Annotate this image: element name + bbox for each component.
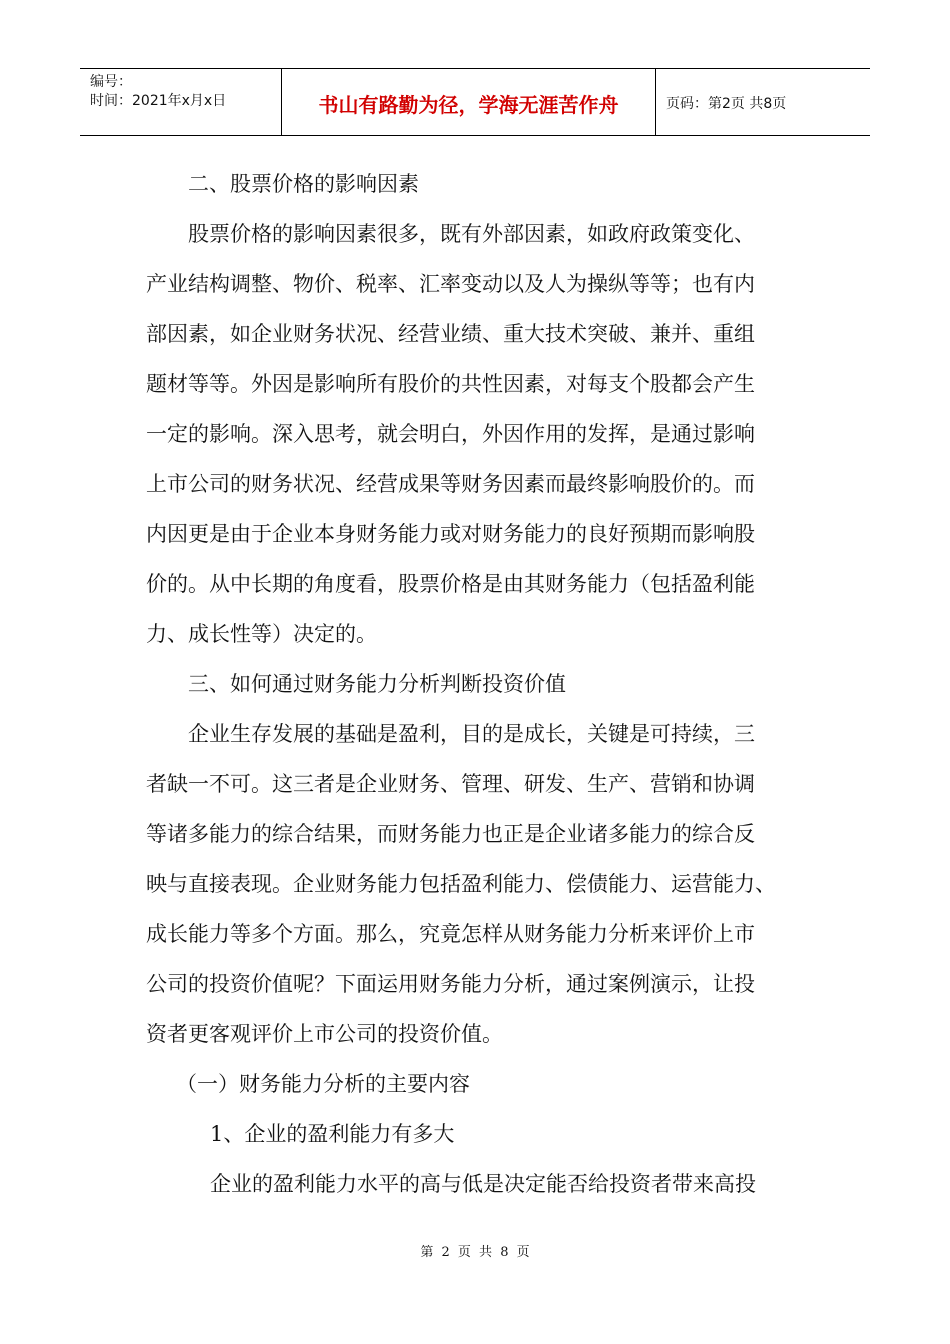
section-heading-2: 二、股票价格的影响因素 — [188, 172, 419, 196]
page-footer: 第 2 页 共 8 页 — [420, 1245, 530, 1260]
paragraph-line: 成长能力等多个方面。那么，究竟怎样从财务能力分析来评价上市 — [146, 922, 755, 946]
paragraph-line: 题材等等。外因是影响所有股价的共性因素，对每支个股都会产生 — [146, 372, 755, 396]
header-page-cell — [656, 69, 870, 135]
paragraph-line: 内因更是由于企业本身财务能力或对财务能力的良好预期而影响股 — [146, 522, 755, 546]
paragraph-line: 映与直接表现。企业财务能力包括盈利能力、偿债能力、运营能力、 — [146, 872, 776, 896]
header-meta-cell — [80, 69, 282, 135]
page-header — [80, 68, 870, 136]
subsection-heading: （一）财务能力分析的主要内容 — [176, 1072, 470, 1096]
paragraph-line: 企业生存发展的基础是盈利，目的是成长，关键是可持续，三 — [188, 722, 755, 746]
paragraph-line: 一定的影响。深入思考，就会明白，外因作用的发挥，是通过影响 — [146, 422, 755, 446]
document-time-label: 时间：2021年x月x日 — [90, 93, 227, 109]
paragraph-line: 企业的盈利能力水平的高与低是决定能否给投资者带来高投 — [210, 1172, 756, 1196]
paragraph-line: 部因素，如企业财务状况、经营业绩、重大技术突破、兼并、重组 — [146, 322, 755, 346]
header-page-info: 页码：第2页 共8页 — [666, 96, 787, 112]
paragraph-line: 上市公司的财务状况、经营成果等财务因素而最终影响股价的。而 — [146, 472, 755, 496]
paragraph-line: 资者更客观评价上市公司的投资价值。 — [146, 1022, 503, 1046]
paragraph-line: 公司的投资价值呢？下面运用财务能力分析，通过案例演示，让投 — [146, 972, 755, 996]
paragraph-line: 力、成长性等）决定的。 — [146, 622, 377, 646]
paragraph-line: 价的。从中长期的角度看，股票价格是由其财务能力（包括盈利能 — [146, 572, 755, 596]
paragraph-line: 产业结构调整、物价、税率、汇率变动以及人为操纵等等；也有内 — [146, 272, 755, 296]
header-motto-cell — [282, 69, 656, 135]
numbered-heading: 1、企业的盈利能力有多大 — [210, 1122, 455, 1146]
paragraph-line: 等诸多能力的综合结果，而财务能力也正是企业诸多能力的综合反 — [146, 822, 755, 846]
paragraph-line: 股票价格的影响因素很多，既有外部因素，如政府政策变化、 — [188, 222, 755, 246]
section-heading-3: 三、如何通过财务能力分析判断投资价值 — [188, 672, 566, 696]
document-number-label: 编号： — [90, 74, 132, 90]
paragraph-line: 者缺一不可。这三者是企业财务、管理、研发、生产、营销和协调 — [146, 772, 755, 796]
header-motto: 书山有路勤为径，学海无涯苦作舟 — [318, 93, 619, 117]
